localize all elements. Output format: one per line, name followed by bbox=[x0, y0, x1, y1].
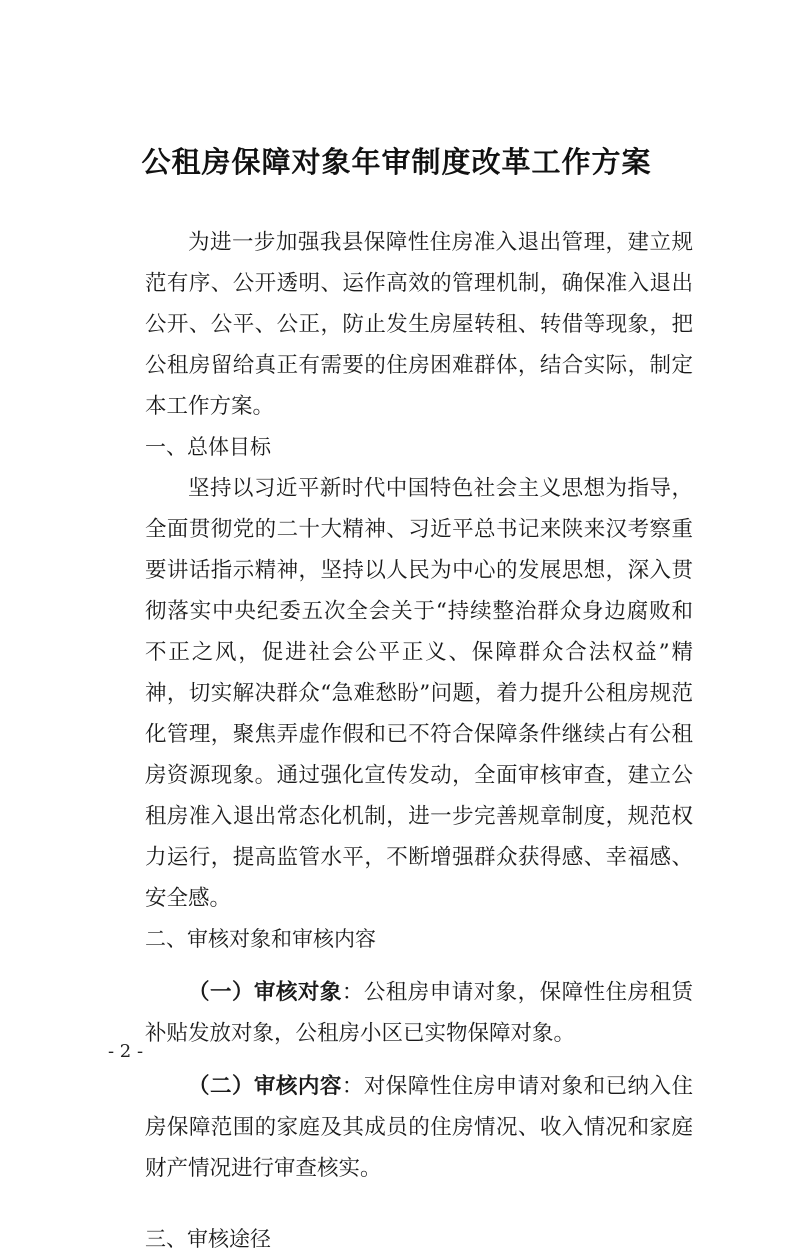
document-title: 公租房保障对象年审制度改革工作方案 bbox=[141, 145, 652, 179]
page-number: - 2 - bbox=[108, 1041, 144, 1062]
item1-lead: （一）审核对象 bbox=[188, 980, 342, 1005]
spacer bbox=[145, 960, 693, 972]
item2-text: ：对保障性住房申请对象和已纳入住房保障范围的家庭及其成员的住房情况、收入情况和家庭财产情况进行审查核实。 bbox=[145, 1074, 693, 1181]
item2-lead: （二）审核内容 bbox=[188, 1074, 342, 1099]
section1-heading: 一、总体目标 bbox=[145, 435, 271, 459]
spacer bbox=[145, 1189, 693, 1219]
intro-paragraph: 为进一步加强我县保障性住房准入退出管理，建立规范有序、公开透明、运作高效的管理机制，确保准入退出公开、公平、公正，防止发生房屋转租、转借等现象，把公租房留给真正有需要的住房困难群体，结合实际，制定本工作方案。 bbox=[145, 230, 693, 419]
section1-paragraph: 坚持以习近平新时代中国特色社会主义思想为指导，全面贯彻党的二十大精神、习近平总书记来陕来汉考察重要讲话指示精神，坚持以人民为中心的发展思想，深入贯彻落实中央纪委五次全会关于“持续整治群众身边腐败和不正之风，促进社会公平正义、保障群众合法权益”精神，切实解决群众“急难愁盼”问题，着力提升公租房规范化管理，聚焦弄虚作假和已不符合保障条件继续占有公租房资源现象。通过强化宣传发动，全面审核审查，建立公租房准入退出常态化机制，进一步完善规章制度，规范权力运行，提高监管水平，不断增强群众获得感、幸福感、安全感。 bbox=[145, 476, 693, 911]
item1-text: ：公租房申请对象，保障性住房租赁补贴发放对象，公租房小区已实物保障对象。 bbox=[145, 980, 693, 1046]
section3-heading: 三、审核途径 bbox=[145, 1227, 271, 1251]
section2-heading: 二、审核对象和审核内容 bbox=[145, 927, 376, 951]
section2-item2 bbox=[145, 1066, 693, 1189]
document-body bbox=[145, 222, 693, 1260]
